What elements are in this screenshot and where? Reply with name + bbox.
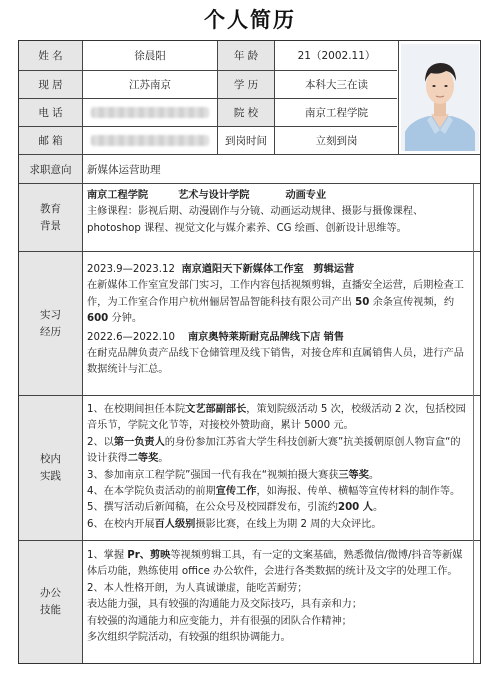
campus-item-5: 5、撰写活动后新闻稿，在公众号及校园群发布，引流约200 人。 [87,502,384,514]
school-label: 院 校 [218,99,274,126]
campus-item-3: 3、参加南京工程学院”强国一代有我在“视频拍摄大赛获三等奖。 [87,469,380,481]
phone-label: 电 话 [19,99,82,126]
education-section-label: 教育 背景 [19,184,82,251]
campus-section [83,400,474,533]
campus-item-2: 2、以第一负责人的身份参加江苏省大学生科技创新大赛”抗美援朝原创人物盲盒“的设计获得二等奖。 [87,436,461,465]
skill-item-4: 有较强的沟通能力和应变能力，并有很强的团队合作精神； [87,615,352,627]
skill-item-5: 多次组织学院活动，有较强的组织协调能力。 [87,632,291,644]
divider [473,184,474,663]
intent-value: 新媒体运营助理 [87,163,161,176]
campus-item-6: 6、在校内开展百人级别摄影比赛，在线上为期 2 周的大众评比。 [87,518,382,530]
education-label: 学 历 [218,71,274,98]
divider [19,98,397,99]
divider [19,70,397,71]
job-1-header: 2023.9—2023.12 南京遒阳天下新媒体工作室 剪辑运营 [87,264,355,275]
email-label: 邮 箱 [19,127,82,154]
age-value: 21（2002.11） [297,50,376,62]
campus-section-label: 校内 实践 [19,396,82,540]
skill-item-3: 表达能力强，具有较强的沟通能力及交际技巧，具有亲和力； [87,599,363,611]
job-2-desc: 在耐克品牌负责产品线下仓储管理及线下销售，对接仓库和直属销售人员，进行产品数据统计与汇总。 [87,348,464,376]
divider [19,126,397,127]
skills-section [83,546,474,646]
internship-section-label: 实习 经历 [19,252,82,395]
divider [82,154,83,663]
divider [19,251,480,252]
divider [274,41,275,154]
campus-item-1: 1、在校期间担任本院文艺部副部长，策划院级活动 5 次，校级活动 2 次，包括校园音乐节，学院文化节等，对接校外赞助商，累计 5000 元。 [87,404,466,432]
name-value: 徐晨阳 [134,50,166,62]
divider [398,41,399,154]
email-value [83,127,217,154]
intent-label: 求职意向 [19,155,82,183]
resume-table [18,40,481,664]
page-title: 个人简历 [204,8,296,32]
skill-item-2: 2、本人性格开朗，为人真诚谦虚，能吃苦耐劳； [87,582,308,594]
school-value: 南京工程学院 [305,107,368,119]
education-value: 本科大三在读 [305,79,368,91]
skills-section-label: 办公 技能 [19,541,82,663]
internship-section [83,260,474,379]
skill-item-1: 1、掌握 Pr、剪映等视频剪辑工具，有一定的文案基础，熟悉微信/微博/抖音等新媒体后功能，熟练使用 office 办公软件，会进行各类数据的统计及文字的处理工作。 [87,550,463,578]
education-section: 南京工程学院 艺术与设计学院 动画专业 主修课程：影视后期、动漫剧作与分镜、动画运动规律、摄影与摄像课程、photoshop 课程、视觉文化与媒介素养、CG 绘画、创新设计思维等。 [83,186,474,237]
arrival-label: 到岗时间 [218,127,274,154]
divider [19,395,480,396]
job-1-desc: 在新媒体工作室宣发部门实习，工作内容包括视频剪辑，直播安全运营，后期检查工作，为工作室合作用户杭州俪居智品智能科技有限公司产出 50 余条宣传视频，约 600 分钟。 [87,280,464,325]
divider [19,183,480,184]
age-label: 年 龄 [218,41,274,70]
courses-text: 主修课程：影视后期、动漫剧作与分镜、动画运动规律、摄影与摄像课程、photoshop 课程、视觉文化与媒介素养、CG 绘画、创新设计思维等。 [87,206,424,234]
portrait-photo [401,44,479,151]
redacted-phone [91,107,209,118]
phone-value [83,99,217,126]
divider [19,540,480,541]
residence-label: 现 居 [19,71,82,98]
residence-value: 江苏南京 [129,79,171,91]
redacted-email [91,135,209,146]
divider [217,41,218,154]
divider [82,41,83,154]
job-2-header: 2022.6—2022.10 南京奥特莱斯耐克品牌线下店 销售 [87,331,344,343]
campus-item-4: 4、在本学院负责活动的前期宣传工作，如海报、传单、横幅等宣传材料的制作等。 [87,486,461,498]
name-label: 姓 名 [19,41,82,70]
arrival-value: 立刻到岗 [315,135,358,147]
